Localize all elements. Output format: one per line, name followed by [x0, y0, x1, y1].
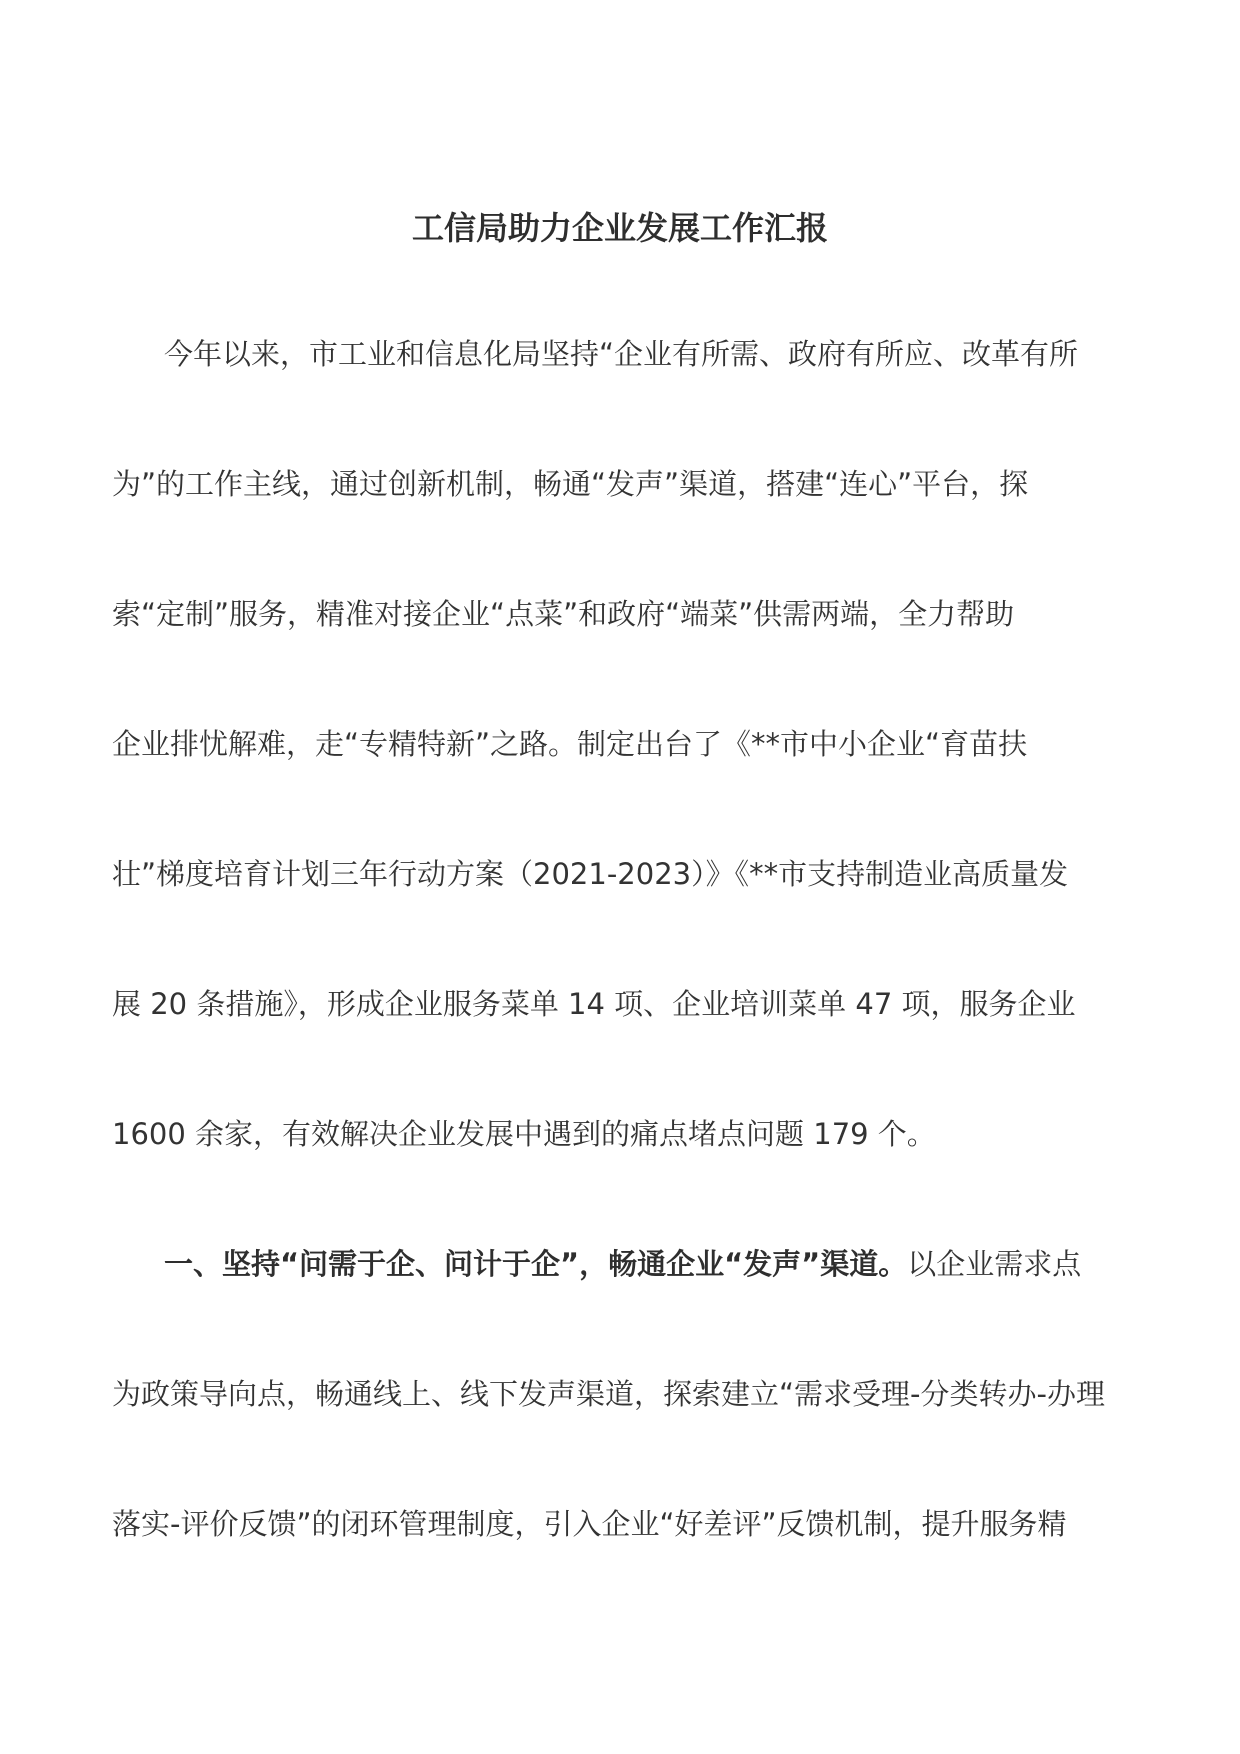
- paragraph-line: 为”的工作主线，通过创新机制，畅通“发声”渠道，搭建“连心”平台，探: [112, 467, 1029, 501]
- paragraph-line: 展 20 条措施》，形成企业服务菜单 14 项、企业培训菜单 47 项，服务企业: [112, 987, 1076, 1021]
- document-title: 工信局助力企业发展工作汇报: [411, 209, 828, 247]
- section-heading: 一、坚持“问需于企、问计于企”，畅通企业“发声”渠道。: [164, 1247, 908, 1281]
- paragraph-line: 壮”梯度培育计划三年行动方案（2021-2023）》《**市支持制造业高质量发: [112, 857, 1069, 891]
- section-heading-continuation: 以企业需求点: [907, 1247, 1082, 1281]
- paragraph-line: 今年以来，市工业和信息化局坚持“企业有所需、政府有所应、改革有所: [164, 337, 1079, 371]
- paragraph-line: 企业排忧解难，走“专精特新”之路。制定出台了《**市中小企业“育苗扶: [112, 727, 1028, 761]
- paragraph-line: 为政策导向点，畅通线上、线下发声渠道，探索建立“需求受理-分类转办-办理: [112, 1377, 1105, 1411]
- paragraph-line: 1600 余家，有效解决企业发展中遇到的痛点堵点问题 179 个。: [112, 1117, 936, 1151]
- paragraph-line: 落实-评价反馈”的闭环管理制度，引入企业“好差评”反馈机制，提升服务精: [112, 1507, 1067, 1541]
- section-first-line: [112, 1244, 1180, 1284]
- paragraph-line: 索“定制”服务，精准对接企业“点菜”和政府“端菜”供需两端，全力帮助: [112, 597, 1015, 631]
